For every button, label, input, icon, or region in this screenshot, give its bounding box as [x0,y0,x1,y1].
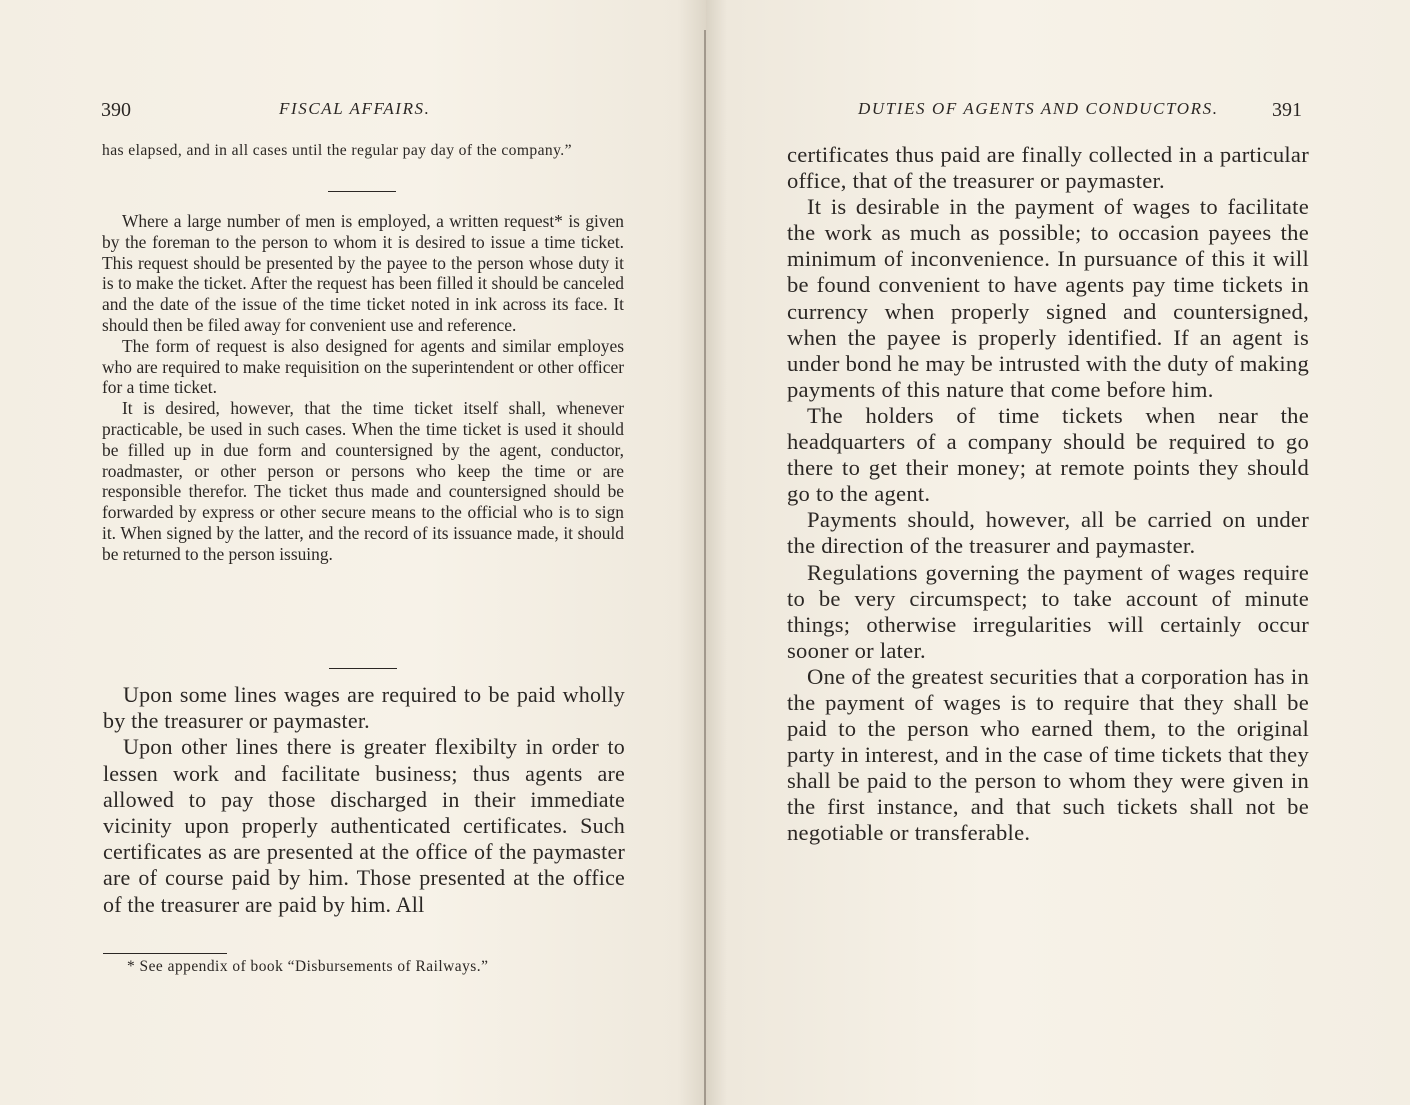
right-running-title: DUTIES OF AGENTS AND CONDUCTORS. [858,99,1219,118]
footnote-rule [103,953,227,954]
continued-paragraph: has elapsed, and in all cases until the regular pay day of the company.” [102,142,572,159]
paragraph: Upon other lines there is greater flexibilty in order to lessen work and facilitate business; thus agents are allowed to pay those discharged in their immediate vicinity upon properly authenticated certificates. Such certificates as are presented at the office of the paymaster are of course paid by him. Those presented at the office of the treasurer are paid by him. All [103,734,625,917]
section-two [103,682,625,918]
left-running-title: FISCAL AFFAIRS. [279,99,431,118]
section-divider [329,668,397,669]
paragraph: Regulations governing the payment of wages require to be very circumspect; to take account of minute things; otherwise irregularities will certainly occur sooner or later. [787,559,1309,663]
paragraph: The form of request is also designed for agents and similar employes who are required to make requisition on the superintendent or other officer for a time ticket. [102,335,624,398]
paragraph: One of the greatest securities that a corporation has in the payment of wages is to require that they shall be paid to the person who earned them, to the original party in interest, and in the case of time tickets that they shall be paid to the person to whom they were given in the first instance, and that such tickets shall not be negotiable or transferable. [787,663,1309,846]
paragraph: It is desired, however, that the time ticket itself shall, whenever practicable, be used in such cases. When the time ticket is used it should be filled up in due form and countersigned by the agent, conductor, roadmaster, or other person or persons who keep the time or are responsible therefor. The ticket thus made and countersigned should be forwarded by express or other secure means to the official who is to sign it. When signed by the latter, and the record of its issuance made, it should be returned to the person issuing. [102,398,624,564]
paragraph: Where a large number of men is employed, a written request* is given by the foreman to the person to whom it is desired to issue a time ticket. This request should be presented by the payee to the person whose duty it is to make the ticket. After the request has been filled it should be canceled and the date of the issue of the time ticket noted in ink across its face. It should then be filed away for convenient use and reference. [102,211,624,335]
footnote: * See appendix of book “Disbursements of Railways.” [127,958,489,975]
right-page-number: 391 [1272,99,1302,121]
right-page [706,0,1410,1105]
paragraph: The holders of time tickets when near the headquarters of a company should be required to go there to get their money; at remote points they should go to the agent. [787,402,1309,507]
paragraph: Payments should, however, all be carried on under the direction of the treasurer and paymaster. [787,507,1309,559]
right-body [787,142,1309,847]
continued-paragraph: certificates thus paid are finally collected in a particular office, that of the treasurer or paymaster. [787,142,1309,194]
section-one [102,211,624,565]
left-page-number: 390 [101,99,131,121]
section-divider [328,191,396,192]
paragraph: Upon some lines wages are required to be paid wholly by the treasurer or paymaster. [103,682,625,734]
continued-text-left [102,141,624,160]
paragraph: It is desirable in the payment of wages to facilitate the work as much as possible; to occasion payees the minimum of inconvenience. In pursuance of this it will be found convenient to have agents pay time tickets in currency when properly signed and countersigned, when the payee is properly identified. If an agent is under bond he may be intrusted with the duty of making payments of this nature that come before him. [787,194,1309,402]
